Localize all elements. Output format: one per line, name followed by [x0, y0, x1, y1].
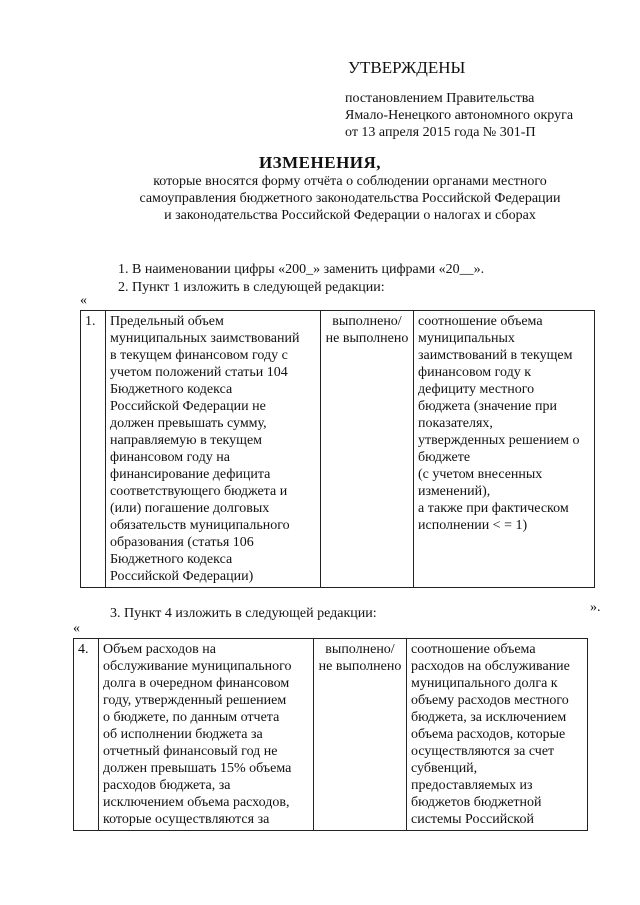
calc-line: субвенций,: [411, 761, 478, 776]
calc-line: соотношение объема: [418, 314, 543, 329]
document-subheading: [90, 173, 610, 224]
calc-line: объема расходов, которые: [411, 727, 566, 742]
criterion-line: в текущем финансовом году с: [110, 348, 288, 363]
criterion-line: Российской Федерации): [110, 569, 254, 584]
criterion-line: должен превышать сумму,: [110, 416, 267, 431]
criterion-line: (или) погашение долговых: [110, 501, 270, 516]
criterion-line: обслуживание муниципального: [103, 659, 292, 674]
status-cell: [314, 639, 407, 831]
calc-line: бюджета, за исключением: [411, 710, 567, 725]
criterion-line: образования (статья 106: [110, 535, 254, 550]
calc-line: объему расходов местного: [411, 693, 569, 708]
criterion-line: направляемую в текущем: [110, 433, 263, 448]
open-quote-2: «: [73, 621, 80, 636]
criterion-line: об исполнении бюджета за: [103, 727, 263, 742]
calculation-cell: [414, 311, 595, 588]
criterion-line: Российской Федерации не: [110, 399, 266, 414]
criterion-cell: [99, 639, 314, 831]
criterion-line: муниципальных заимствований: [110, 331, 300, 346]
calc-line: предоставляемых из: [411, 778, 533, 793]
status-line: выполнено/: [325, 642, 395, 657]
calc-line: муниципального долга к: [411, 676, 558, 691]
approval-line: Ямало-Ненецкого автономного округа: [345, 108, 574, 123]
row-number: 1.: [81, 311, 106, 588]
criterion-line: расходов бюджета, за: [103, 778, 231, 793]
calc-line: а также при фактическом: [418, 501, 569, 516]
criterion-line: долга в очередном финансовом: [103, 676, 290, 691]
criterion-line: году, утвержденный решением: [103, 693, 287, 708]
document-heading: ИЗМЕНЕНИЯ,: [258, 153, 382, 172]
table-point-4: [73, 638, 588, 831]
status-line: не выполнено: [325, 331, 409, 346]
calc-line: бюджете: [418, 450, 471, 465]
calc-line: показателях,: [418, 416, 493, 431]
calc-line: изменений),: [418, 484, 491, 499]
calc-line: заимствований в текущем: [418, 348, 573, 363]
calc-line: соотношение объема: [411, 642, 536, 657]
criterion-line: учетом положений статьи 104: [110, 365, 288, 380]
calc-line: (с учетом внесенных: [418, 467, 543, 482]
item-2: 2. Пункт 1 изложить в следующей редакции:: [118, 280, 385, 295]
table-point-1: [80, 310, 595, 588]
calc-line: системы Российской: [411, 812, 535, 827]
criterion-line: обязательств муниципального: [110, 518, 290, 533]
status-line: выполнено/: [332, 314, 402, 329]
close-quote: ».: [590, 600, 601, 615]
calculation-cell: [407, 639, 588, 831]
criterion-line: отчетный финансовый год не: [103, 744, 278, 759]
calc-line: расходов на обслуживание: [411, 659, 570, 674]
table-row: [81, 311, 595, 588]
criterion-line: Предельный объем: [110, 314, 224, 329]
calc-line: исполнении < = 1): [418, 518, 528, 533]
subheading-line: которые вносятся форму отчёта о соблюдении органами местного: [153, 174, 547, 189]
criterion-line: должен превышать 15% объема: [103, 761, 292, 776]
item-1: 1. В наименовании цифры «200_» заменить цифрами «20__».: [118, 262, 485, 277]
calc-line: финансовом году к: [418, 365, 531, 380]
approval-block: [345, 90, 573, 141]
status-line: не выполнено: [318, 659, 402, 674]
calc-line: бюджетов бюджетной: [411, 795, 542, 810]
criterion-line: финансирование дефицита: [110, 467, 271, 482]
criterion-cell: [106, 311, 321, 588]
approval-line: от 13 апреля 2015 года № 301-П: [345, 125, 536, 140]
status-cell: [321, 311, 414, 588]
approval-title: УТВЕРЖДЕНЫ: [348, 58, 466, 77]
criterion-line: о бюджете, по данным отчета: [103, 710, 280, 725]
criterion-line: исключением объема расходов,: [103, 795, 290, 810]
table-row: [74, 639, 588, 831]
criterion-line: финансовом году на: [110, 450, 230, 465]
approval-line: постановлением Правительства: [345, 91, 535, 106]
calc-line: осуществляются за счет: [411, 744, 555, 759]
criterion-line: Бюджетного кодекса: [110, 552, 233, 567]
row-number: 4.: [74, 639, 99, 831]
calc-line: утвержденных решением о: [418, 433, 580, 448]
item-3: 3. Пункт 4 изложить в следующей редакции:: [110, 606, 377, 621]
subheading-line: и законодательства Российской Федерации о налогах и сборах: [164, 208, 536, 223]
open-quote: «: [80, 293, 87, 308]
subheading-line: самоуправления бюджетного законодательства Российской Федерации: [139, 191, 561, 206]
calc-line: муниципальных: [418, 331, 515, 346]
criterion-line: которые осуществляются за: [103, 812, 270, 827]
criterion-line: Объем расходов на: [103, 642, 216, 657]
criterion-line: соответствующего бюджета и: [110, 484, 288, 499]
criterion-line: Бюджетного кодекса: [110, 382, 233, 397]
calc-line: дефициту местного: [418, 382, 535, 397]
calc-line: бюджета (значение при: [418, 399, 557, 414]
